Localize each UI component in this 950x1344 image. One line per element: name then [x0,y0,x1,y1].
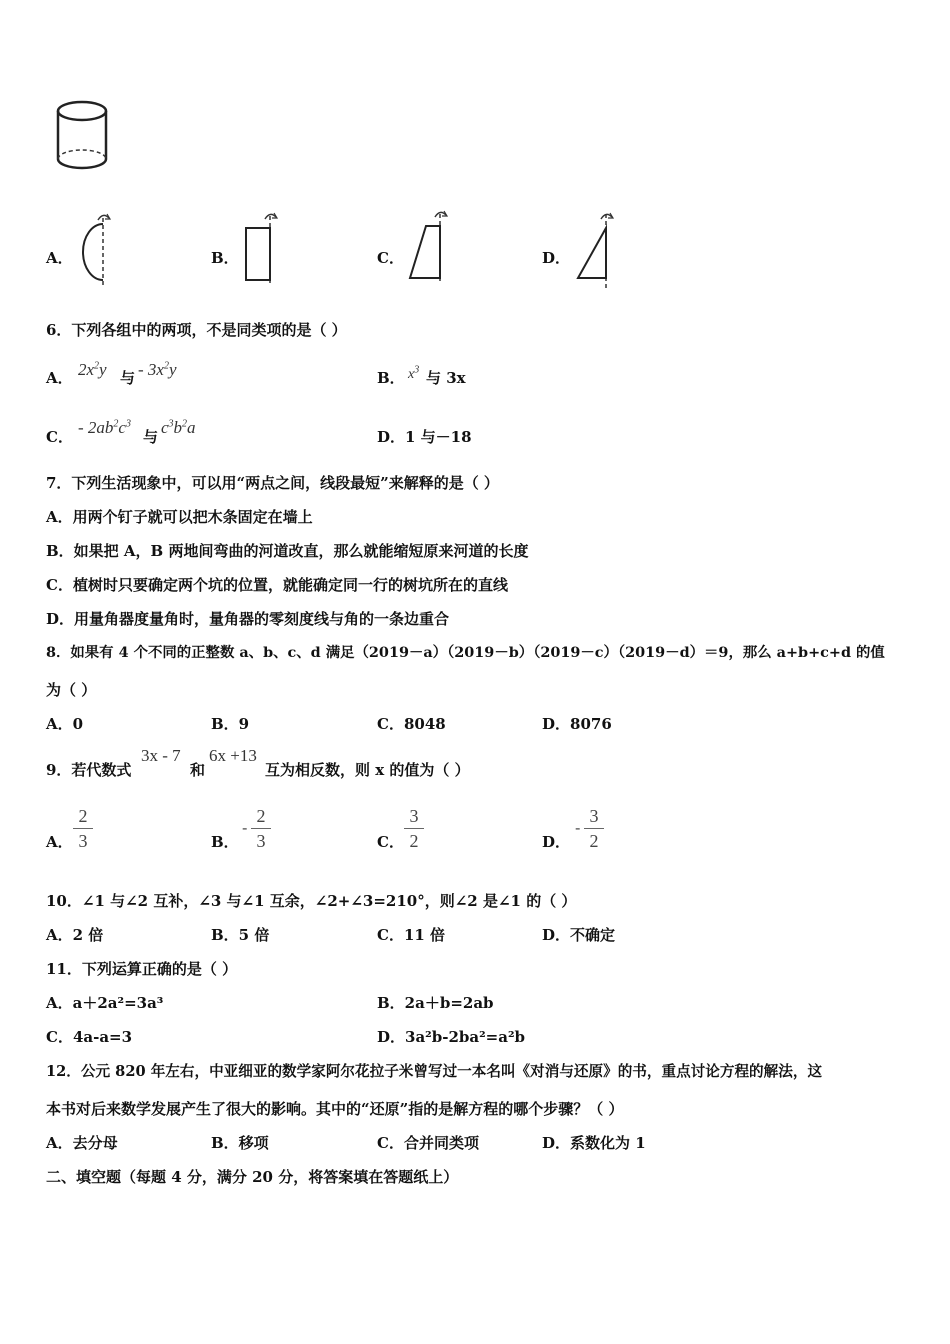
section2-title: 二、填空题（每题 4 分，满分 20 分，将答案填在答题纸上） [46,1168,459,1186]
q11-option-b: B．2a＋b=2ab [377,994,494,1012]
q9-expr1: 3x - 7 [141,746,181,765]
q9-option-b-sign: - [242,818,248,837]
q8-stem-line1: 8．如果有 4 个不同的正整数 a、b、c、d 满足（2019－a）（2019－b）（2019－c）（2019－d）＝9，那么 a+b+c+d 的值 [46,644,885,661]
q8-option-c: C．8048 [377,715,446,733]
q9-option-d-fraction [584,806,604,853]
q9-expr2: 6x +13 [209,746,257,765]
q11-option-d: D．3a²b-2ba²=a²b [377,1028,526,1046]
q11-stem: 11．下列运算正确的是（ ） [46,960,238,978]
q9-option-a-label: A． [46,833,73,851]
q8-option-a: A．0 [46,715,84,733]
q9-join: 和 [190,761,206,779]
q9-option-b-label: B． [211,833,239,851]
q12-option-d: D．系数化为 1 [542,1134,646,1152]
cylinder-figure [50,96,114,176]
q7-stem: 7．下列生活现象中，可以用“两点之间，线段最短”来解释的是（ ） [46,474,499,492]
trapezoid-icon [400,208,460,288]
q9-option-b-denominator: 3 [256,831,266,851]
q12-option-c: C．合并同类项 [377,1134,479,1152]
q5-option-d-label: D． [542,249,571,267]
q9-stem-post: 互为相反数，则 x 的值为（ ） [265,761,470,779]
q9-option-d-sign: - [575,818,581,837]
q9-option-b-fraction [251,806,271,853]
q10-option-d: D．不确定 [542,926,616,944]
q6-option-a-label: A． [46,369,73,387]
q5-option-b-label: B． [211,249,239,267]
q8-option-b: B．9 [211,715,250,733]
triangle-icon [566,208,626,294]
q5-option-a-label: A． [46,249,73,267]
q6-option-a-expr1: $2x^2y$ [78,359,107,379]
q11-option-a: A．a＋2a²=3a³ [46,994,164,1012]
q8-option-d: D．8076 [542,715,612,733]
q12-option-a: A．去分母 [46,1134,118,1152]
q5-option-c-label: C． [377,249,404,267]
q9-option-a-denominator: 3 [78,831,88,851]
q10-stem: 10．∠1 与∠2 互补，∠3 与∠1 互余，∠2+∠3=210°，则∠2 是∠1 的（ ） [46,892,577,910]
q9-option-c-fraction [404,806,424,853]
q9-option-a-fraction [73,806,93,853]
q6-option-a-expr2: - $3x^2y$ [138,359,177,379]
semicircle-icon [78,210,118,290]
q6-option-c-expr1: - $2ab^2c^3$ [78,417,131,437]
q10-option-c: C．11 倍 [377,926,446,944]
q9-option-c-denominator: 2 [409,831,419,851]
q9-option-c-numerator: 3 [404,806,424,829]
q9-option-c-label: C． [377,833,404,851]
q9-option-d-numerator: 3 [584,806,604,829]
q11-option-c: C．4a-a=3 [46,1028,133,1046]
q9-stem-pre: 9．若代数式 [46,761,132,779]
q6-option-c-expr2: $c^3b^2a$ [161,417,196,437]
q6-option-c-label: C． [46,428,73,446]
q6-option-b-expr1: $x^3$ [408,364,420,382]
q12-stem-line1: 12．公元 820 年左右，中亚细亚的数学家阿尔花拉子米曾写过一本名叫《对消与还原》的书，重点讨论方程的解法，这 [46,1063,823,1080]
q6-option-b-label: B． [377,369,405,387]
q7-option-d: D．用量角器度量角时，量角器的零刻度线与角的一条边重合 [46,610,450,628]
q9-option-b-numerator: 2 [251,806,271,829]
q6-stem: 6．下列各组中的两项，不是同类项的是（ ） [46,321,347,339]
q6-option-b-text: 与 3x [426,369,466,387]
q9-option-a-numerator: 2 [73,806,93,829]
rectangle-icon [236,210,286,290]
q6-option-d: D．1 与－18 [377,428,472,446]
q9-option-d-label: D． [542,833,571,851]
q12-option-b: B．移项 [211,1134,269,1152]
q9-option-d-denominator: 2 [589,831,599,851]
q8-stem-line2: 为（ ） [46,681,97,699]
q10-option-b: B．5 倍 [211,926,270,944]
q10-option-a: A．2 倍 [46,926,104,944]
q12-stem-line2: 本书对后来数学发展产生了很大的影响。其中的“还原”指的是解方程的哪个步骤？（ ） [46,1100,624,1118]
q7-option-b: B．如果把 A，B 两地间弯曲的河道改直，那么就能缩短原来河道的长度 [46,542,529,560]
q7-option-c: C．植树时只要确定两个坑的位置，就能确定同一行的树坑所在的直线 [46,576,508,594]
q6-option-a-join: 与 [120,369,136,387]
q6-option-c-join: 与 [143,428,159,446]
q7-option-a: A．用两个钉子就可以把木条固定在墙上 [46,508,313,526]
